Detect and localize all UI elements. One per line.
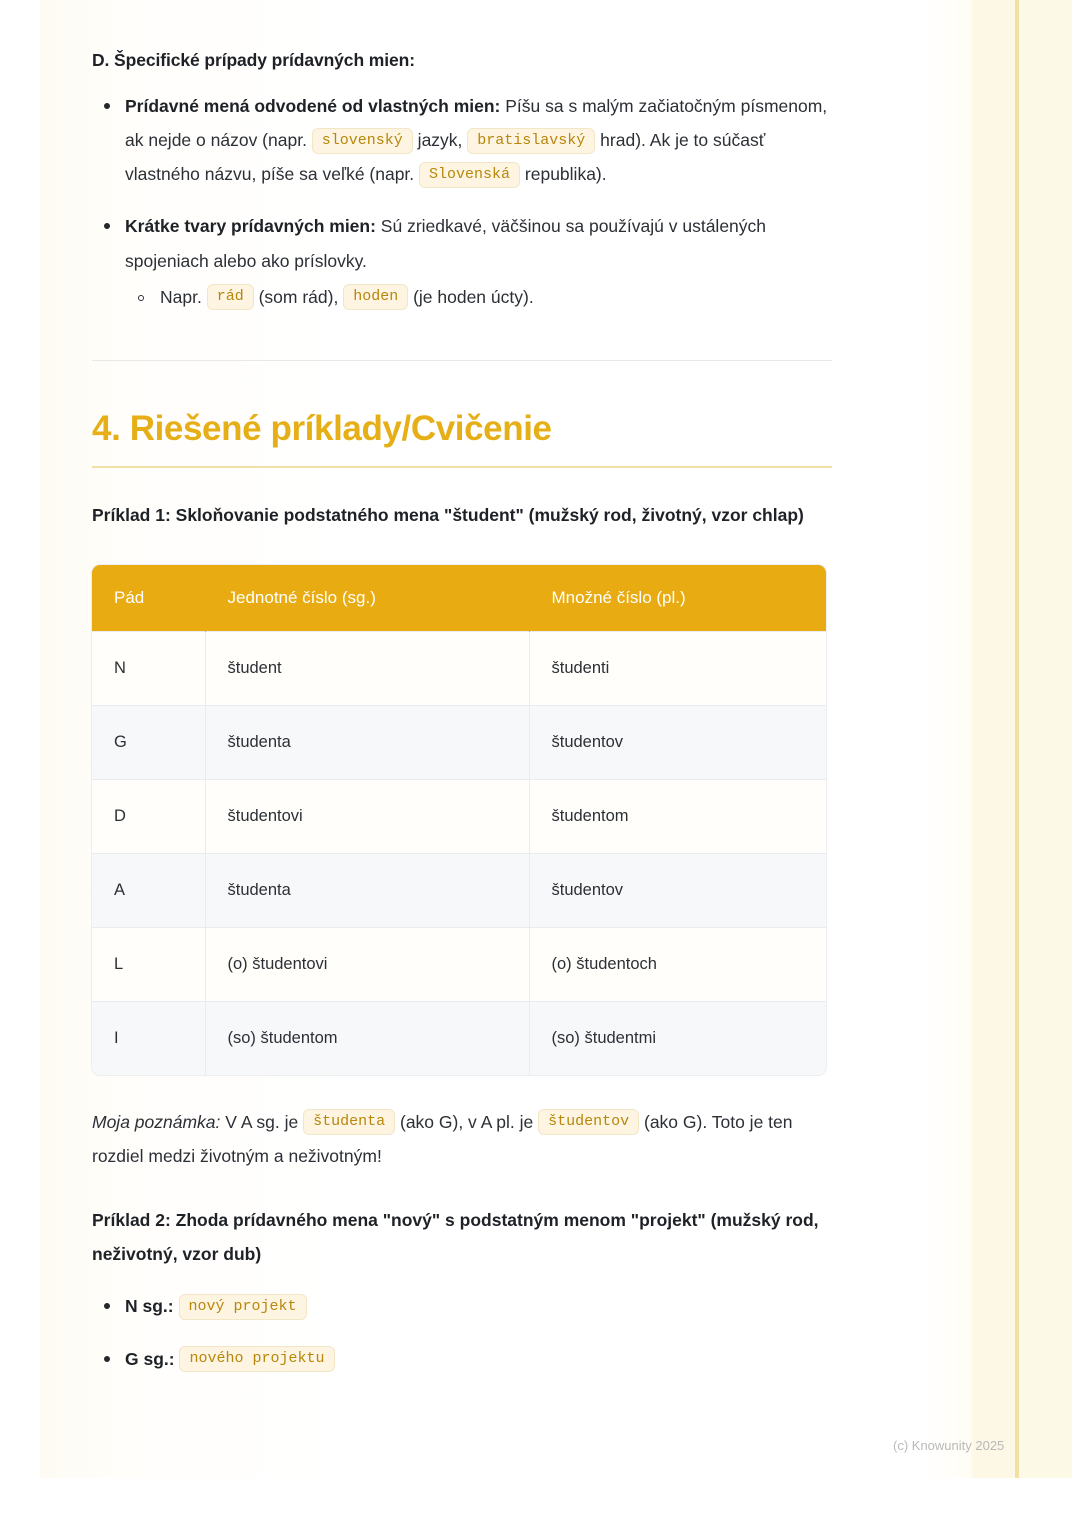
bullet-text-part-1: Sú zriedkavé, väčšinou sa používajú v ustálených spojeniach alebo ako príslovky. bbox=[125, 216, 767, 271]
cell-singular: študentovi bbox=[205, 779, 529, 853]
cell-case: A bbox=[92, 853, 205, 927]
table-header-row bbox=[92, 565, 826, 632]
cell-case: G bbox=[92, 705, 205, 779]
bullet-lead-label: N sg.: bbox=[125, 1296, 174, 1317]
note-text-part-3: (ako G). Toto je ten rozdiel medzi životným a neživotným! bbox=[92, 1111, 793, 1166]
code-chip-rad: rád bbox=[207, 284, 254, 310]
cell-plural: študentom bbox=[529, 779, 826, 853]
example-1-heading: Príklad 1: Skloňovanie podstatného mena "študent" (mužský rod, životný, vzor chlap) bbox=[92, 504, 804, 525]
section-4-title: 4. Riešené príklady/Cvičenie bbox=[92, 408, 552, 448]
section-divider bbox=[92, 360, 832, 361]
note-text-part-1: V A sg. je bbox=[220, 1111, 304, 1132]
cell-plural: študentov bbox=[529, 853, 826, 927]
bullet-proper-adjectives bbox=[92, 89, 832, 191]
bullet-text-part-4: republika). bbox=[520, 164, 607, 185]
code-chip-slovensky: slovenský bbox=[312, 128, 413, 154]
table-row bbox=[92, 779, 826, 853]
table-row bbox=[92, 705, 826, 779]
document-content bbox=[92, 0, 832, 1376]
copyright-watermark: (c) Knowunity 2025 bbox=[893, 1438, 1005, 1453]
bullet-text-part-2: jazyk, bbox=[412, 130, 468, 151]
right-margin-band bbox=[1015, 0, 1072, 1478]
personal-note bbox=[92, 1105, 832, 1173]
right-margin-rule bbox=[1015, 0, 1019, 1478]
note-text-part-2: (ako G), v A pl. je bbox=[395, 1111, 539, 1132]
cell-plural: študenti bbox=[529, 631, 826, 705]
cell-singular: (o) študentovi bbox=[205, 927, 529, 1001]
bullet-lead-label: Prídavné mená odvodené od vlastných mien: bbox=[125, 96, 501, 116]
example-2-heading: Príklad 2: Zhoda prídavného mena "nový" s podstatným menom "projekt" (mužský rod, neživotný, vzor dub) bbox=[92, 1210, 819, 1265]
section-d-heading: D. Špecifické prípady prídavných mien: bbox=[92, 50, 415, 70]
column-header-singular: Jednotné číslo (sg.) bbox=[205, 565, 529, 632]
sub-text-part-3: (je hoden úcty). bbox=[408, 286, 534, 307]
cell-plural: (o) študentoch bbox=[529, 927, 826, 1001]
code-chip-bratislavsky: bratislavský bbox=[467, 128, 595, 154]
bullet-nominative-singular bbox=[92, 1289, 832, 1323]
section-d-bullet-list bbox=[92, 89, 832, 314]
code-chip-studentov: študentov bbox=[538, 1109, 639, 1135]
cell-singular: študenta bbox=[205, 705, 529, 779]
example-2-bullet-list bbox=[92, 1289, 832, 1375]
code-chip-studenta: študenta bbox=[303, 1109, 395, 1135]
cell-plural: študentov bbox=[529, 705, 826, 779]
column-header-plural: Množné číslo (pl.) bbox=[529, 565, 826, 632]
cell-singular: študent bbox=[205, 631, 529, 705]
bullet-short-forms bbox=[92, 209, 832, 313]
sub-text-part-1: Napr. bbox=[160, 286, 207, 307]
code-chip-novy-projekt: nový projekt bbox=[179, 1294, 307, 1320]
sub-text-part-2: (som rád), bbox=[253, 286, 344, 307]
bullet-text-part-1: Píšu sa s malým začiatočným písmenom, ak nejde o názov (napr. bbox=[125, 96, 828, 151]
code-chip-slovenska: Slovenská bbox=[419, 162, 520, 188]
bullet-lead-label: Krátke tvary prídavných mien: bbox=[125, 216, 376, 237]
bullet-text-part-3: hrad). Ak je to súčasť vlastného názvu, píše sa veľké (napr. bbox=[125, 130, 766, 185]
cell-singular: (so) študentom bbox=[205, 1001, 529, 1075]
bullet-genitive-singular bbox=[92, 1342, 832, 1376]
table-row bbox=[92, 631, 826, 705]
cell-case: I bbox=[92, 1001, 205, 1075]
sub-bullet-list bbox=[125, 280, 832, 314]
declension-table bbox=[92, 565, 826, 1075]
code-chip-hoden: hoden bbox=[343, 284, 408, 310]
sub-bullet-examples bbox=[125, 280, 832, 314]
cell-case: N bbox=[92, 631, 205, 705]
bullet-lead-label: G sg.: bbox=[125, 1348, 175, 1369]
cell-case: D bbox=[92, 779, 205, 853]
section-title-underline bbox=[92, 466, 832, 468]
table-row bbox=[92, 927, 826, 1001]
table-row bbox=[92, 1001, 826, 1075]
cell-case: L bbox=[92, 927, 205, 1001]
table-row bbox=[92, 853, 826, 927]
note-label: Moja poznámka: bbox=[92, 1111, 221, 1132]
cell-singular: študenta bbox=[205, 853, 529, 927]
column-header-case: Pád bbox=[92, 565, 205, 632]
cell-plural: (so) študentmi bbox=[529, 1001, 826, 1075]
code-chip-noveho-projektu: nového projektu bbox=[179, 1346, 334, 1372]
